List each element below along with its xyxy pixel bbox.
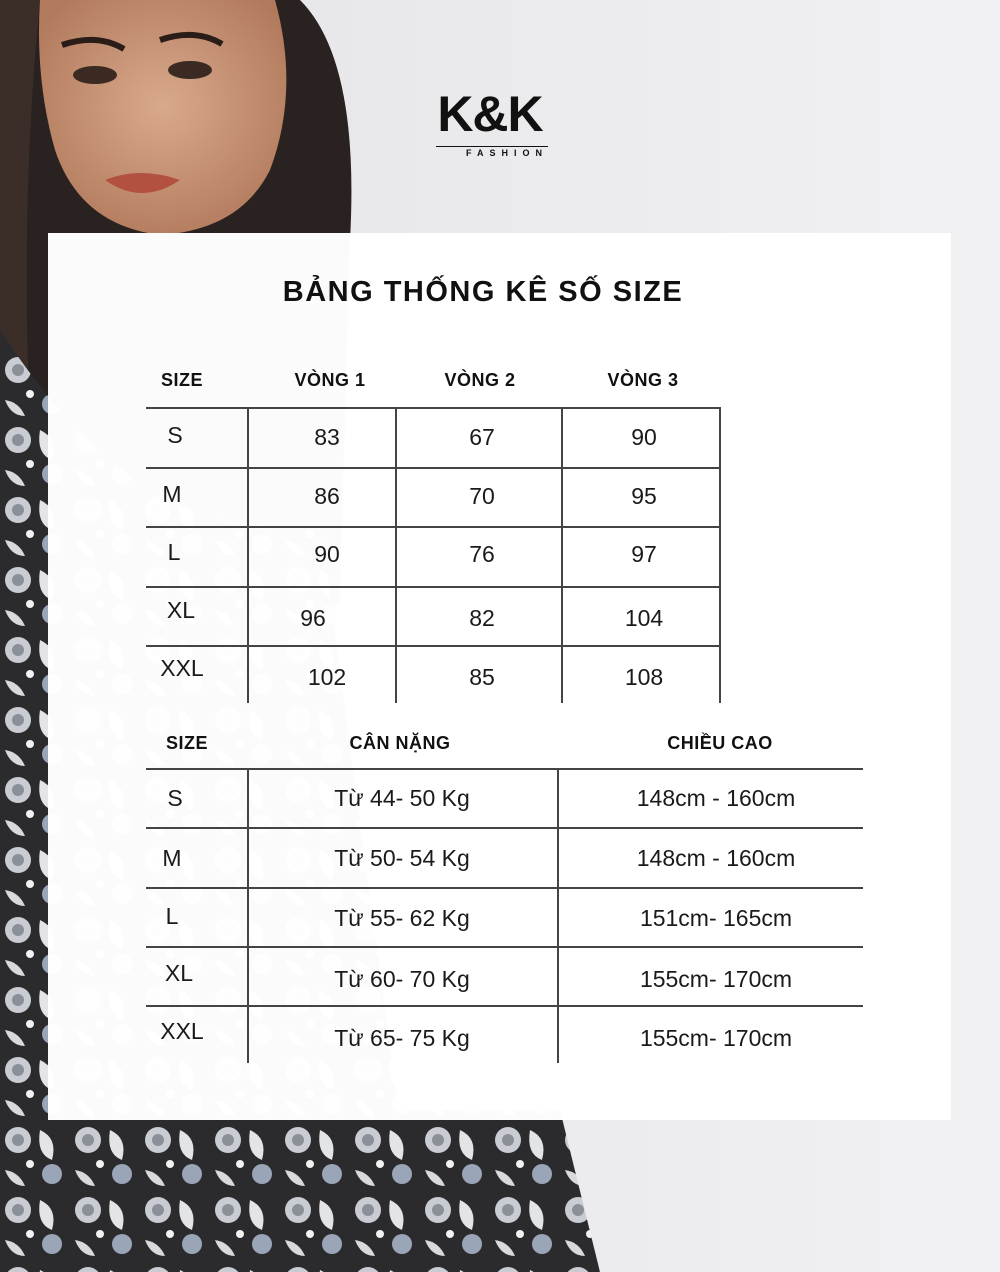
- measurements-cell-vong1: 86: [314, 483, 340, 509]
- measurements-cell-vong2: 76: [469, 541, 495, 567]
- weight-height-cell-size: M: [162, 845, 182, 871]
- measurements-cell-size: L: [167, 539, 181, 565]
- weight-height-cell-weight: Từ 50- 54 Kg: [334, 845, 470, 871]
- weight-height-cell-weight: Từ 60- 70 Kg: [334, 966, 470, 992]
- measurements-header-vong1: VÒNG 1: [294, 370, 366, 390]
- weight-height-cell-weight: Từ 55- 62 Kg: [334, 905, 470, 931]
- measurements-header-size: SIZE: [160, 370, 203, 390]
- measurements-cell-vong2: 82: [469, 605, 495, 631]
- weight-height-grid-line: [146, 1005, 863, 1007]
- measurements-cell-vong3: 95: [631, 483, 657, 509]
- measurements-cell-size: XL: [166, 597, 196, 623]
- measurements-grid-line: [247, 407, 249, 703]
- measurements-cell-size: M: [162, 481, 182, 507]
- brand-logo-mark: K&K: [437, 86, 543, 142]
- weight-height-header-height: CHIỀU CAO: [667, 733, 773, 753]
- weight-height-cell-height: 155cm- 170cm: [639, 966, 793, 992]
- weight-height-grid-line: [146, 768, 863, 770]
- brand-logo: [432, 88, 548, 160]
- measurements-cell-vong2: 67: [469, 424, 495, 450]
- weight-height-cell-weight: Từ 65- 75 Kg: [334, 1025, 470, 1051]
- weight-height-grid-line: [146, 887, 863, 889]
- weight-height-grid-line: [146, 946, 863, 948]
- weight-height-grid-line: [557, 768, 559, 1063]
- measurements-grid-line: [146, 586, 721, 588]
- measurements-header-vong3: VÒNG 3: [607, 370, 679, 390]
- measurements-cell-vong3: 97: [631, 541, 657, 567]
- weight-height-grid-line: [247, 768, 249, 1063]
- measurements-cell-vong3: 90: [631, 424, 657, 450]
- weight-height-header-weight: CÂN NẶNG: [349, 733, 451, 753]
- weight-height-header-size: SIZE: [165, 733, 208, 753]
- measurements-cell-vong2: 70: [469, 483, 495, 509]
- measurements-grid-line: [146, 645, 721, 647]
- weight-height-cell-size: XL: [164, 960, 194, 986]
- measurements-grid-line: [395, 407, 397, 703]
- weight-height-cell-size: S: [167, 785, 183, 811]
- measurements-cell-vong1: 90: [314, 541, 340, 567]
- weight-height-cell-height: 148cm - 160cm: [636, 785, 796, 811]
- measurements-cell-vong3: 104: [624, 605, 664, 631]
- measurements-cell-vong1: 96: [300, 605, 326, 631]
- measurements-cell-size: S: [167, 422, 183, 448]
- page-title: BẢNG THỐNG KÊ SỐ SIZE: [282, 276, 684, 308]
- measurements-cell-vong1: 83: [314, 424, 340, 450]
- measurements-grid-line: [719, 407, 721, 703]
- measurements-grid-line: [146, 526, 721, 528]
- weight-height-cell-size: L: [165, 903, 179, 929]
- measurements-grid-line: [146, 407, 721, 409]
- weight-height-cell-height: 151cm- 165cm: [639, 905, 793, 931]
- measurements-cell-vong2: 85: [469, 664, 495, 690]
- measurements-header-vong2: VÒNG 2: [444, 370, 516, 390]
- weight-height-cell-weight: Từ 44- 50 Kg: [334, 785, 470, 811]
- weight-height-cell-height: 148cm - 160cm: [636, 845, 796, 871]
- measurements-cell-size: XXL: [160, 655, 204, 681]
- weight-height-grid-line: [146, 827, 863, 829]
- measurements-grid-line: [146, 467, 721, 469]
- measurements-cell-vong1: 102: [307, 664, 347, 690]
- measurements-grid-line: [561, 407, 563, 703]
- weight-height-cell-size: XXL: [160, 1018, 204, 1044]
- measurements-cell-vong3: 108: [624, 664, 664, 690]
- weight-height-cell-height: 155cm- 170cm: [639, 1025, 793, 1051]
- brand-logo-subtitle: FASHION: [436, 146, 548, 158]
